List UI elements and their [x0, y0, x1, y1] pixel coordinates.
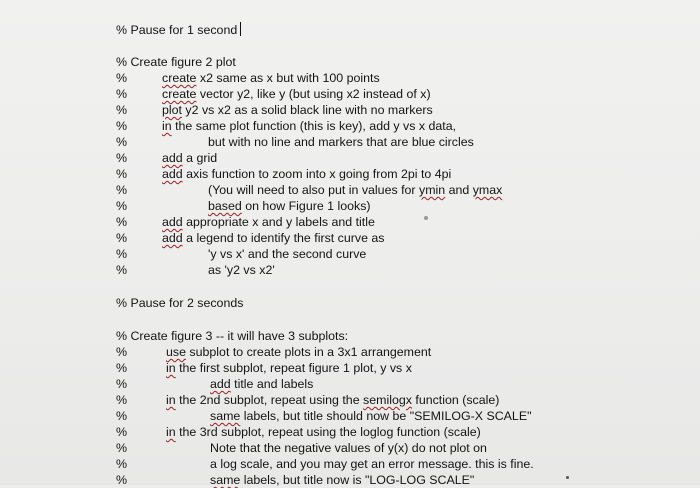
- comment-marker: %: [116, 247, 128, 261]
- spellcheck-word: in: [166, 393, 176, 407]
- text-segment: labels, but title now is "LOG-LOG SCALE": [240, 473, 475, 487]
- spellcheck-word: semilogx: [363, 393, 412, 407]
- text-segment: % Create figure 2 plot: [116, 55, 236, 69]
- code-line-text: [208, 135, 474, 150]
- comment-marker: %: [116, 425, 128, 439]
- spellcheck-word: add: [162, 215, 183, 229]
- comment-marker: %: [116, 135, 128, 149]
- comment-marker: %: [116, 103, 128, 117]
- code-line-text: [210, 409, 531, 424]
- comment-marker: %: [116, 473, 128, 487]
- code-line-text: [162, 119, 456, 134]
- text-segment: the first subplot, repeat figure 1 plot, y vs x: [175, 361, 412, 375]
- text-segment: % Pause for 1 second: [116, 23, 238, 37]
- code-line-text: [166, 425, 481, 440]
- spellcheck-word: plot: [162, 103, 182, 117]
- comment-marker: %: [116, 457, 128, 471]
- text-segment: appropriate x and y labels and title: [182, 215, 375, 229]
- code-line-text: [210, 457, 534, 472]
- spellcheck-word: create: [162, 71, 197, 85]
- spellcheck-word: in: [166, 361, 176, 375]
- spellcheck-word: in: [162, 119, 172, 133]
- code-line-text: [208, 247, 366, 262]
- spellcheck-word: add: [162, 151, 183, 165]
- text-segment: subplot to create plots in a 3x1 arrangement: [185, 345, 432, 359]
- comment-marker: %: [116, 441, 128, 455]
- text-segment: a grid: [182, 151, 218, 165]
- text-segment: y2 vs x2 as a solid black line with no markers: [181, 103, 433, 117]
- marker-dot: [424, 216, 428, 220]
- code-line-text: [166, 361, 412, 376]
- code-line-text: [162, 71, 380, 86]
- text-cursor: [240, 22, 241, 36]
- comment-marker: %: [116, 231, 128, 245]
- code-line-text: [162, 151, 217, 166]
- code-line-text: [208, 263, 275, 278]
- text-segment: Note that the negative values of y(x) do not plot on: [210, 441, 487, 455]
- text-segment: the 3rd subplot, repeat using the loglog function (scale): [175, 425, 481, 439]
- text-segment: the 2nd subplot, repeat using the: [175, 393, 364, 407]
- comment-marker: %: [116, 215, 128, 229]
- code-line-text: [208, 199, 371, 214]
- text-segment: a legend to identify the first curve as: [182, 231, 385, 245]
- comment-marker: %: [116, 167, 128, 181]
- spellcheck-word: use: [166, 345, 186, 359]
- spellcheck-word: same: [210, 473, 241, 487]
- spellcheck-word: create: [162, 87, 197, 101]
- code-line-text: [162, 167, 451, 182]
- code-line-text: [162, 103, 433, 118]
- text-segment: the same plot function (this is key), add y vs x data,: [171, 119, 457, 133]
- comment-marker: %: [116, 199, 128, 213]
- comment-marker: %: [116, 345, 128, 359]
- marker-dot: [566, 476, 569, 479]
- text-segment: title and labels: [230, 377, 314, 391]
- comment-marker: %: [116, 409, 128, 423]
- comment-marker: %: [116, 377, 128, 391]
- code-line-text: [116, 55, 236, 70]
- comment-marker: %: [116, 183, 128, 197]
- comment-marker: %: [116, 87, 128, 101]
- text-segment: on how Figure 1 looks): [241, 199, 371, 213]
- code-line-text: [210, 377, 313, 392]
- comment-marker: %: [116, 71, 128, 85]
- code-line-text: [166, 393, 499, 408]
- comment-marker: %: [116, 119, 128, 133]
- text-segment: 'y vs x' and the second curve: [208, 247, 367, 261]
- code-line-text: [162, 231, 385, 246]
- spellcheck-word: ymax: [472, 183, 503, 197]
- code-line-text: [162, 87, 431, 102]
- code-line-text: [116, 329, 348, 344]
- spellcheck-word: based: [208, 199, 242, 213]
- text-segment: axis function to zoom into x going from 2pi to 4pi: [182, 167, 452, 181]
- text-segment: and: [445, 183, 473, 197]
- text-segment: but with no line and markers that are blue circles: [208, 135, 474, 149]
- comment-marker: %: [116, 361, 128, 375]
- text-segment: function (scale): [411, 393, 500, 407]
- spellcheck-word: add: [210, 377, 231, 391]
- text-segment: labels, but title should now be "SEMILOG-X SCALE": [240, 409, 532, 423]
- spellcheck-word: same: [210, 409, 241, 423]
- comment-marker: %: [116, 151, 128, 165]
- code-line-text: [162, 215, 375, 230]
- text-segment: as 'y2 vs x2': [208, 263, 275, 277]
- text-segment: vector y2, like y (but using x2 instead of x): [196, 87, 431, 101]
- spellcheck-word: in: [166, 425, 176, 439]
- code-line-text: [116, 296, 243, 311]
- spellcheck-word: add: [162, 231, 183, 245]
- spellcheck-word: add: [162, 167, 183, 181]
- text-segment: a log scale, and you may get an error message. this is fine.: [210, 457, 534, 471]
- code-line-text: [208, 183, 502, 198]
- code-line-text: [116, 22, 241, 38]
- code-line-text: [166, 345, 431, 360]
- comment-marker: %: [116, 393, 128, 407]
- code-line-text: [210, 473, 474, 488]
- text-segment: % Pause for 2 seconds: [116, 296, 244, 310]
- text-segment: % Create figure 3 -- it will have 3 subplots:: [116, 329, 349, 343]
- comment-marker: %: [116, 263, 128, 277]
- text-segment: (You will need to also put in values for: [208, 183, 419, 197]
- text-segment: x2 same as x but with 100 points: [196, 71, 380, 85]
- code-line-text: [210, 441, 487, 456]
- spellcheck-word: ymin: [419, 183, 446, 197]
